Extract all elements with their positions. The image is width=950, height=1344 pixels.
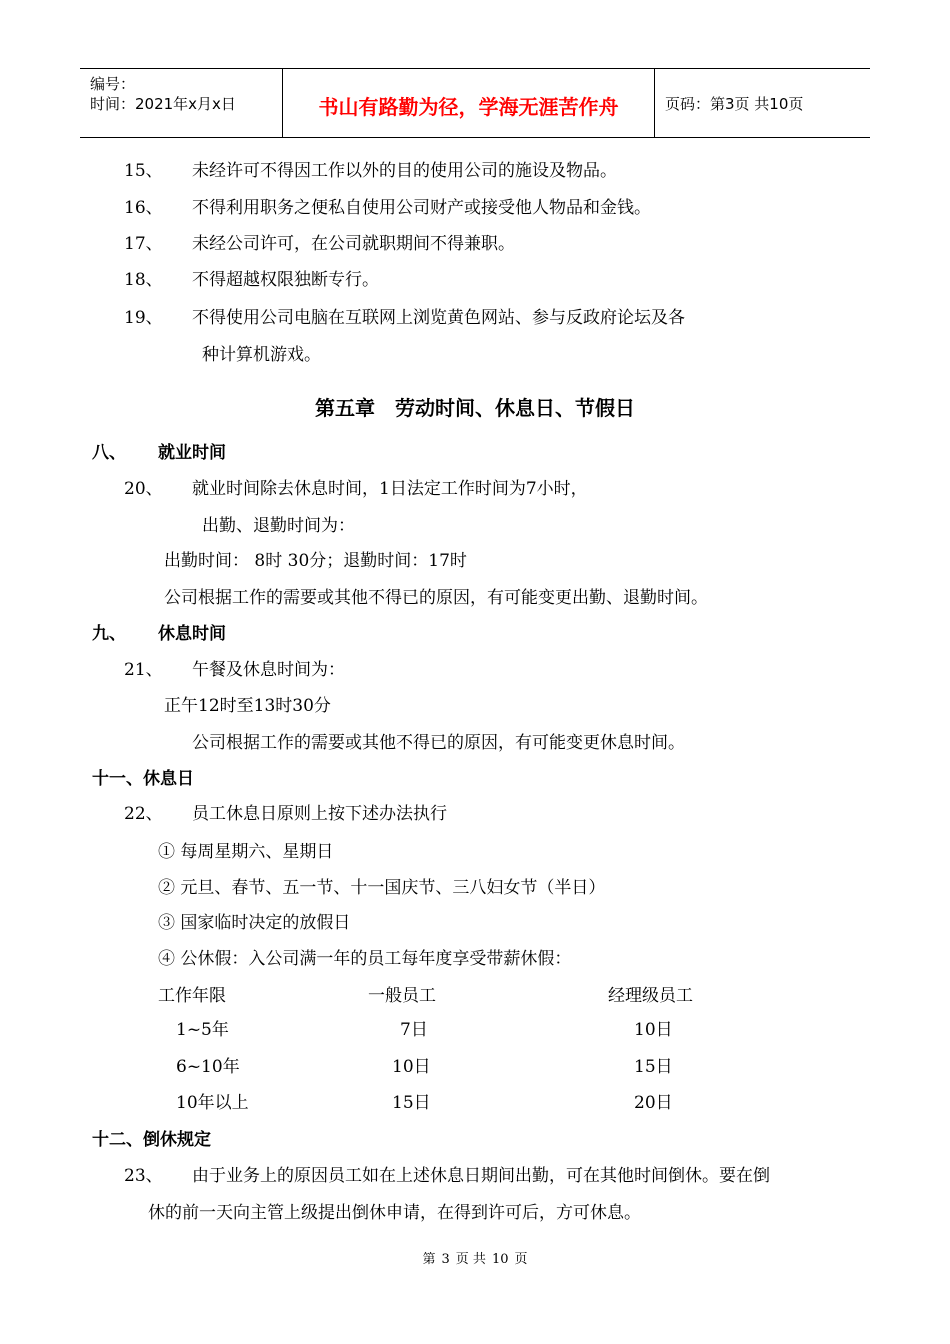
- table-cell: 1~5年: [176, 1020, 229, 1040]
- list-item: ④ 公休假：入公司满一年的员工每年度享受带薪休假：: [158, 949, 572, 969]
- section-title: 十一、休息日: [92, 769, 194, 789]
- work-times-note: 公司根据工作的需要或其他不得已的原因，有可能变更出勤、退勤时间。: [164, 588, 708, 608]
- break-times: 正午12时至13时30分: [164, 696, 331, 716]
- chapter-title: 第五章 劳动时间、休息日、节假日: [315, 396, 635, 420]
- table-cell: 15日: [392, 1093, 431, 1113]
- rule-text: 午餐及休息时间为：: [192, 660, 345, 680]
- table-cell: 6~10年: [176, 1057, 240, 1077]
- footer-page: 3: [441, 1252, 450, 1267]
- header-right-cell: [655, 69, 870, 137]
- list-item: ③ 国家临时决定的放假日: [158, 913, 351, 933]
- rule-text-continued: 种计算机游戏。: [202, 345, 321, 365]
- page-info: 页码：第3页 共10页: [665, 95, 804, 113]
- rule-text: 未经许可不得因工作以外的目的使用公司的施设及物品。: [192, 161, 617, 181]
- section-number: 九、: [92, 624, 126, 644]
- time-label: 时间：2021年x月x日: [90, 95, 236, 113]
- motto: 书山有路勤为径，学海无涯苦作舟: [318, 95, 619, 119]
- table-header: 工作年限: [158, 986, 226, 1006]
- table-header: 一般员工: [368, 986, 436, 1006]
- table-cell: 20日: [634, 1093, 673, 1113]
- list-item: ② 元旦、春节、五一节、十一国庆节、三八妇女节（半日）: [158, 878, 606, 898]
- rule-number: 16、: [124, 198, 163, 218]
- footer-prefix: 第: [422, 1252, 436, 1267]
- code-label: 编号：: [90, 75, 136, 93]
- table-header: 经理级员工: [608, 986, 693, 1006]
- break-times-note: 公司根据工作的需要或其他不得已的原因，有可能变更休息时间。: [192, 733, 685, 753]
- table-cell: 15日: [634, 1057, 673, 1077]
- rule-text: 由于业务上的原因员工如在上述休息日期间出勤，可在其他时间倒休。要在倒: [192, 1166, 770, 1186]
- work-times: 出勤时间： 8时 30分；退勤时间：17时: [164, 551, 467, 571]
- rule-text-continued: 出勤、退勤时间为：: [202, 516, 355, 536]
- section-title: 就业时间: [158, 443, 226, 463]
- footer-suffix: 页: [514, 1252, 528, 1267]
- page-footer: [0, 1248, 950, 1267]
- rule-text: 不得超越权限独断专行。: [192, 270, 379, 290]
- document-header: [80, 68, 870, 138]
- rule-number: 21、: [124, 660, 163, 680]
- footer-total: 10: [491, 1252, 509, 1267]
- rule-text: 就业时间除去休息时间，1日法定工作时间为7小时，: [192, 479, 588, 499]
- rule-text: 员工休息日原则上按下述办法执行: [192, 804, 447, 824]
- section-title: 十二、倒休规定: [92, 1130, 211, 1150]
- rule-number: 19、: [124, 308, 163, 328]
- table-cell: 7日: [400, 1020, 428, 1040]
- rule-number: 20、: [124, 479, 163, 499]
- rule-text: 不得使用公司电脑在互联网上浏览黄色网站、参与反政府论坛及各: [192, 308, 685, 328]
- table-cell: 10年以上: [176, 1093, 249, 1113]
- rule-number: 22、: [124, 804, 163, 824]
- rule-number: 23、: [124, 1166, 163, 1186]
- section-title: 休息时间: [158, 624, 226, 644]
- rule-number: 15、: [124, 161, 163, 181]
- list-item: ① 每周星期六、星期日: [158, 842, 334, 862]
- footer-mid: 页 共: [455, 1252, 486, 1267]
- table-cell: 10日: [392, 1057, 431, 1077]
- header-center-cell: [283, 69, 655, 137]
- rule-text-continued: 休的前一天向主管上级提出倒休申请，在得到许可后，方可休息。: [148, 1203, 641, 1223]
- rule-number: 17、: [124, 234, 163, 254]
- rule-number: 18、: [124, 270, 163, 290]
- section-number: 八、: [92, 443, 126, 463]
- rule-text: 不得利用职务之便私自使用公司财产或接受他人物品和金钱。: [192, 198, 651, 218]
- table-cell: 10日: [634, 1020, 673, 1040]
- rule-text: 未经公司许可，在公司就职期间不得兼职。: [192, 234, 515, 254]
- header-left-cell: [80, 69, 283, 137]
